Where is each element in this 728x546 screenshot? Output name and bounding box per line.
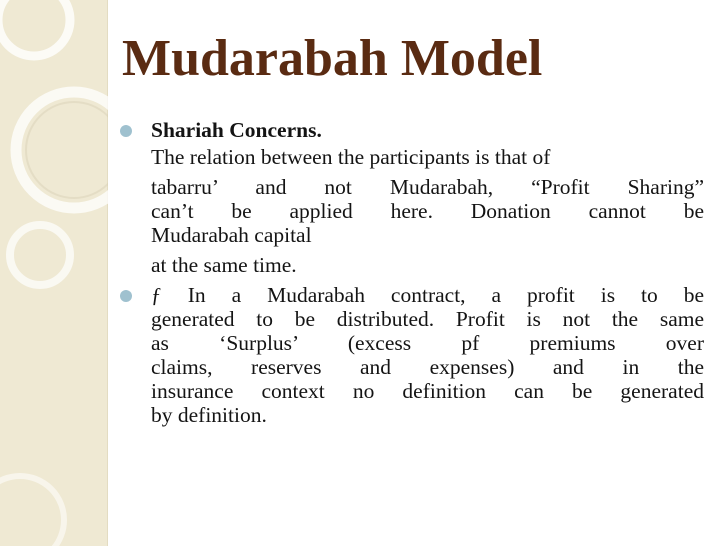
bullet-text-line: at the same time. — [151, 253, 297, 277]
bullet-dot-icon — [120, 125, 132, 137]
bullet-text-line: generated to be distributed. Profit is not the same — [151, 307, 704, 331]
bullet-text-line: tabarru’ and not Mudarabah, “Profit Sharing” — [151, 175, 704, 199]
bullet-text-line: as ‘Surplus’ (excess pf premiums over — [151, 331, 704, 355]
bullet-text-line: ƒ In a Mudarabah contract, a profit is to be — [151, 283, 704, 307]
bullet-text-line: Mudarabah capital — [151, 223, 312, 247]
bullet-mudarabah-contract — [120, 283, 704, 427]
bullet-text-line: insurance context no definition can be generated — [151, 379, 704, 403]
bullet-heading: Shariah Concerns. — [151, 118, 322, 142]
slide-title: Mudarabah Model — [122, 30, 543, 87]
bullet-shariah-concerns — [120, 118, 704, 277]
bullet-dot-icon — [120, 290, 132, 302]
decorative-rings-graphic — [0, 0, 108, 546]
bullet-text-line: by definition. — [151, 403, 267, 427]
bullet-text-line: claims, reserves and expenses) and in the — [151, 355, 704, 379]
bullet-text-line: The relation between the participants is that of — [151, 145, 551, 169]
slide-body — [120, 118, 704, 427]
bullet-text-line: can’t be applied here. Donation cannot be — [151, 199, 704, 223]
